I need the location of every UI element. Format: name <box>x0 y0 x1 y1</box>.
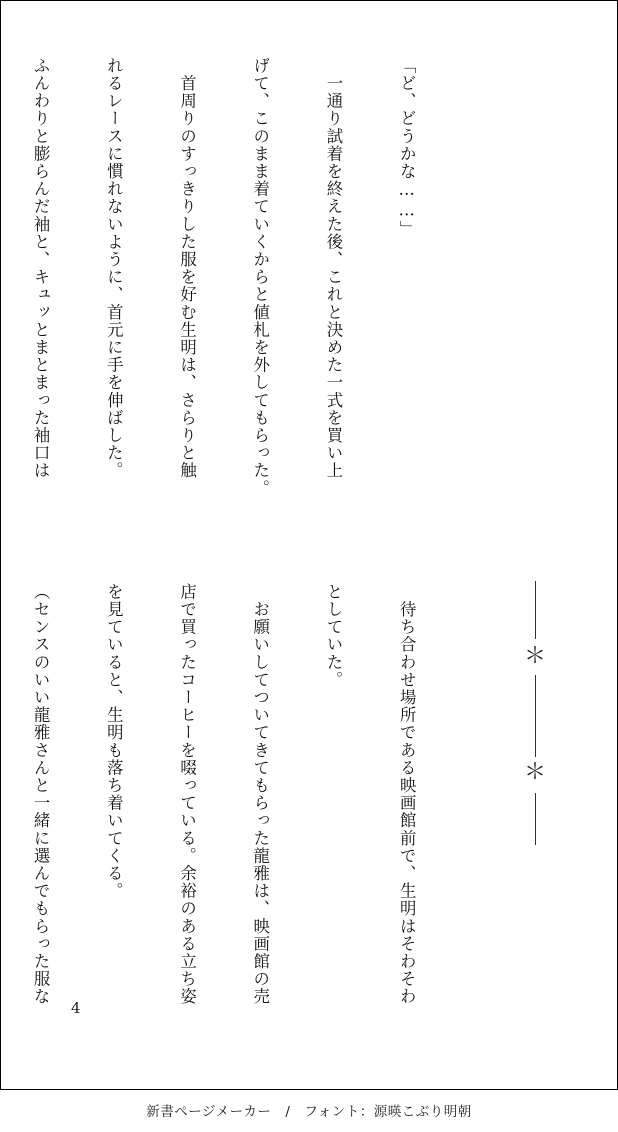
lower-text-block <box>31 583 467 1043</box>
asterisk-mark: ＊ <box>523 644 546 669</box>
text-column: お願いしてついてきてもらった龍雅は、映画館の売 <box>250 583 270 1006</box>
asterisk-mark: ＊ <box>523 760 546 785</box>
text-column: 「ど、どうかな……」 <box>397 57 417 239</box>
text-column: ふんわりと膨らんだ袖と、キュッとまとまった袖口は <box>31 57 51 480</box>
separator-line <box>535 793 536 845</box>
upper-text-block <box>31 57 467 517</box>
scene-break-separator <box>515 579 555 849</box>
text-column: としていた。 <box>323 583 343 689</box>
text-column: 首周りのすっきりした服を好む生明は、さらりと触 <box>177 57 197 480</box>
text-column: 店で買ったコーヒーを啜っている。余裕のある立ち姿 <box>177 583 197 1006</box>
separator-line <box>535 581 536 639</box>
text-column: 一通り試着を終えた後、これと決めた一式を買い上 <box>323 57 343 480</box>
page-number: 4 <box>71 999 81 1017</box>
text-column: を見ていると、生明も落ち着いてくる。 <box>104 583 124 900</box>
separator-line <box>535 675 536 757</box>
text-column: 待ち合わせ場所である映画館前で、生明はそわそわ <box>397 583 417 1006</box>
footer-credit: 新書ページメーカー / フォント：源暎こぶり明朝 <box>146 1104 472 1120</box>
text-column: （センスのいい龍雅さんと一緒に選んでもらった服な <box>31 583 51 1006</box>
text-column: げて、このまま着ていくからと値札を外してもらった。 <box>250 57 270 497</box>
text-column: れるレースに慣れないように、首元に手を伸ばした。 <box>104 57 124 480</box>
